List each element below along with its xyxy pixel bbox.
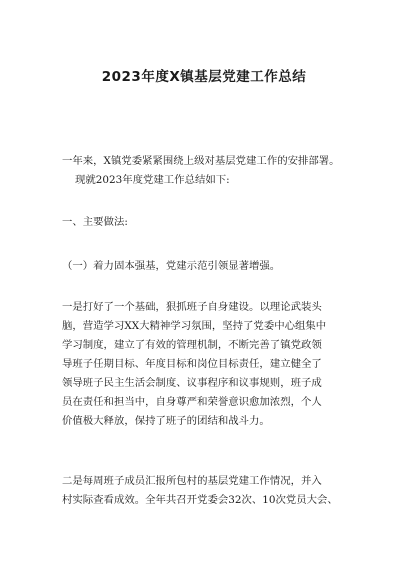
paragraph-line: 领导班子民主生活会制度、议事程序和议事规则，班子成: [62, 377, 322, 389]
document-title: 2023年度X镇基层党建工作总结: [101, 69, 307, 85]
paragraph-line: 一年来，X镇党委紧紧围绕上级对基层党建工作的安排部署。: [62, 155, 340, 167]
paragraph-line: 二是每周班子成员汇报所包村的基层党建工作情况，并入: [62, 475, 322, 487]
subsection-heading: [62, 257, 362, 276]
paragraph-point-2: [62, 472, 362, 510]
paragraph-point-1: [62, 298, 362, 431]
paragraph-line: 一、主要做法:: [62, 216, 128, 228]
paragraph-line: 员在责任和担当中，自身尊严和荣誉意识愈加浓烈，个人: [62, 396, 322, 408]
paragraph-line: 村实际查看成效。全年共召开党委会32次、10次党员大会、: [62, 494, 338, 506]
paragraph-line: 现就2023年度党建工作总结如下:: [75, 174, 230, 186]
paragraph-line: 脑，营造学习XX大精神学习氛围，坚持了党委中心组集中: [62, 320, 327, 332]
paragraph-intro: [62, 152, 362, 190]
section-heading: [62, 213, 362, 232]
paragraph-line: 学习制度，建立了有效的管理机制，不断完善了镇党政领: [62, 339, 322, 351]
paragraph-line: （一）着力固本强基，党建示范引领显著增强。: [62, 260, 281, 272]
paragraph-line: 价值极大释放，保持了班子的团结和战斗力。: [62, 415, 270, 427]
paragraph-line: 一是打好了一个基础，狠抓班子自身建设。以理论武装头: [62, 301, 322, 313]
paragraph-line: 导班子任期目标、年度目标和岗位目标责任，建立健全了: [62, 358, 322, 370]
